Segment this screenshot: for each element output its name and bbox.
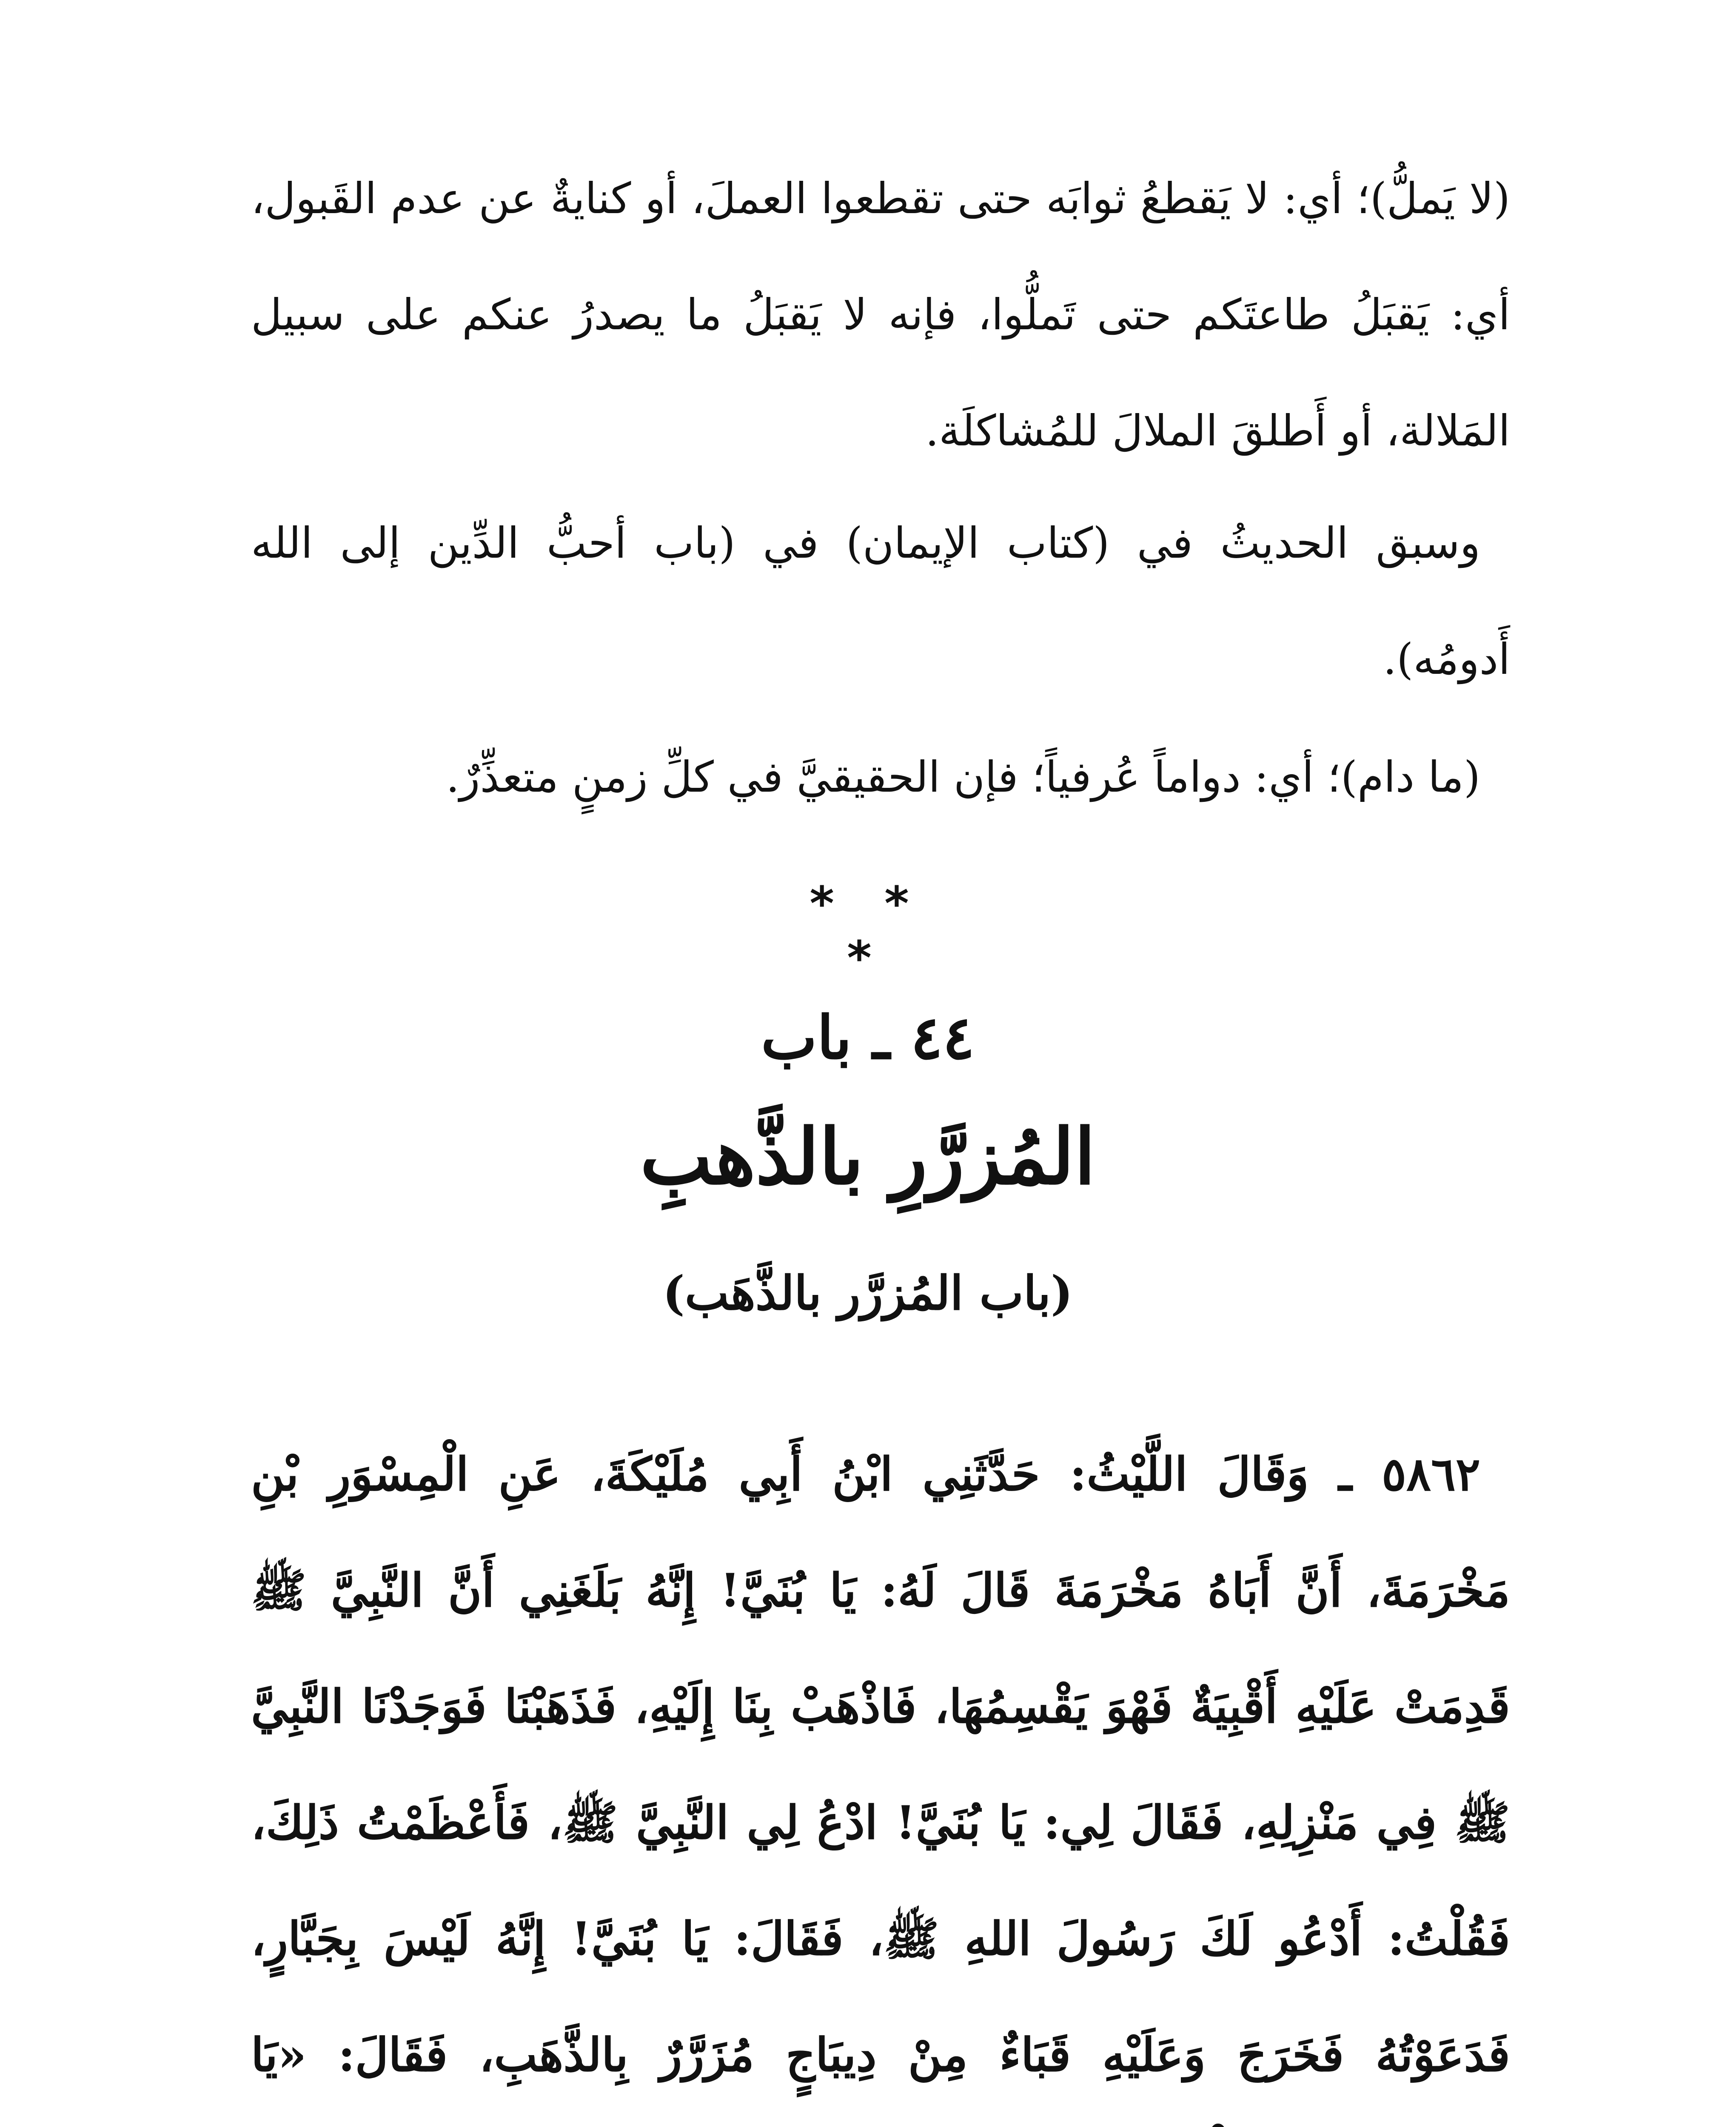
commentary-paragraph-2: وسبق الحديثُ في (كتاب الإيمان) في (باب أحبُّ الدِّين إلى الله أَدومُه). — [251, 518, 1510, 684]
hadith-text: ٥٨٦٢ ـ وَقَالَ اللَّيْثُ: حَدَّثَنِي ابْنُ أَبِي مُلَيْكَةَ، عَنِ الْمِسْوَرِ بْنِ مَخْرَمَةَ، أَنَّ أَبَاهُ مَخْرَمَةَ قَالَ لَهُ: يَا بُنَيَّ! إِنَّهُ بَلَغَنِي أَنَّ النَّبِيَّ ﷺ قَدِمَتْ عَلَيْهِ أَقْبِيَةٌ فَهْوَ يَقْسِمُهَا، فَاذْهَبْ بِنَا إِلَيْهِ، فَذَهَبْنَا فَوَجَدْنَا النَّبِيَّ ﷺ فِي مَنْزِلِهِ، فَقَالَ لِي: يَا بُنَيَّ! ادْعُ لِي النَّبِيَّ ﷺ، فَأَعْظَمْتُ ذَلِكَ، فَقُلْتُ: أَدْعُو لَكَ رَسُولَ اللهِ ﷺ، فَقَالَ: يَا بُنَيَّ! إِنَّهُ لَيْسَ بِجَبَّارٍ، فَدَعَوْتُهُ فَخَرَجَ وَعَلَيْهِ قَبَاءٌ مِنْ دِيبَاجٍ مُزَرَّرٌ بِالذَّهَبِ، فَقَالَ: «يَا — [251, 1448, 1510, 2082]
chapter-subtitle: (باب المُزرَّر بالذَّهَب) — [662, 1266, 1073, 1320]
chapter-number: ٤٤ ـ باب — [761, 1003, 975, 1073]
commentary-paragraph-3: (ما دام)؛ أي: دواماً عُرفياً؛ فإن الحقيقيَّ في كلِّ زمنٍ متعذِّرٌ. — [446, 752, 1480, 802]
chapter-title: المُزرَّرِ بالذَّهبِ — [640, 1112, 1096, 1202]
commentary-paragraph-1: (لا يَملُّ)؛ أي: لا يَقطعُ ثوابَه حتى تقطعوا العملَ، أو كنايةٌ عن عدم القَبول، أي: يَقبَلُ طاعتَكم حتى تَملُّوا، فإنه لا يَقبَلُ ما يصدرُ عنكم على سبيل المَلالة، أو أَطلقَ الملالَ للمُشاكلَة. — [251, 174, 1510, 456]
section-separator: * * * — [810, 876, 926, 985]
